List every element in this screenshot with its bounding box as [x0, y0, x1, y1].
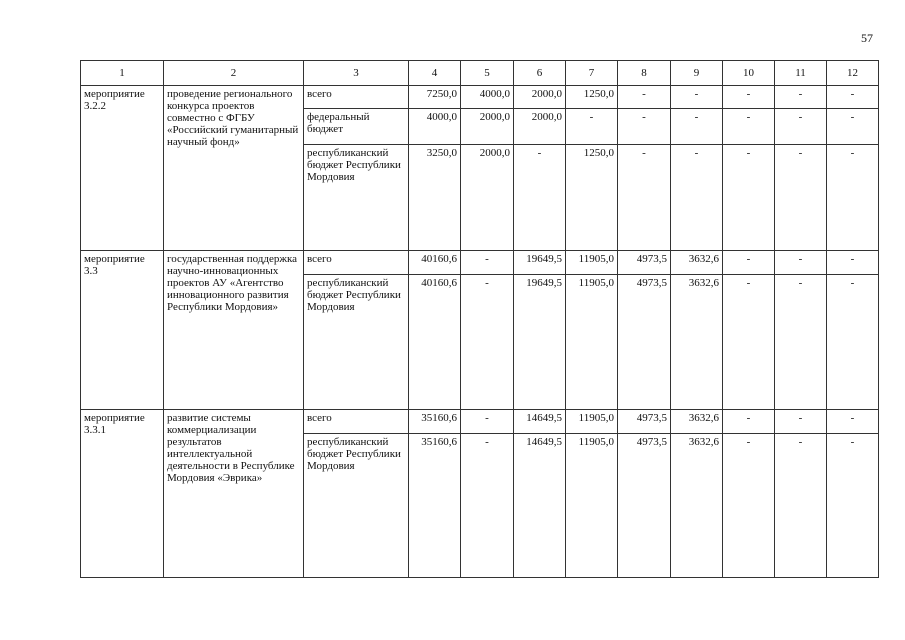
value-cell: - — [775, 145, 827, 251]
value-cell: 3632,6 — [671, 434, 723, 578]
column-header: 10 — [723, 61, 775, 86]
value-cell: - — [775, 109, 827, 145]
table-row — [81, 86, 879, 109]
column-header: 4 — [409, 61, 461, 86]
value-cell: - — [514, 145, 566, 251]
column-header: 2 — [164, 61, 304, 86]
value-cell: - — [827, 275, 879, 410]
value-cell: 11905,0 — [566, 251, 618, 275]
funding-source: республиканский бюджет Республики Мордовия — [304, 145, 409, 251]
value-cell: 2000,0 — [514, 86, 566, 109]
value-cell: - — [827, 434, 879, 578]
budget-table — [80, 60, 879, 578]
value-cell: - — [827, 86, 879, 109]
value-cell: 2000,0 — [461, 109, 514, 145]
value-cell: - — [461, 275, 514, 410]
table-row — [81, 251, 879, 275]
value-cell: 40160,6 — [409, 251, 461, 275]
column-header: 7 — [566, 61, 618, 86]
measure-code: мероприятие 3.3.1 — [81, 410, 164, 578]
value-cell: - — [461, 251, 514, 275]
measure-name: государственная поддержка научно-инновационных проектов АУ «Агентство инновационного развития Республики Мордовия» — [164, 251, 304, 410]
value-cell: 1250,0 — [566, 145, 618, 251]
column-header: 9 — [671, 61, 723, 86]
value-cell: - — [566, 109, 618, 145]
measure-name: развитие системы коммерциализации результатов интеллектуальной деятельности в Республике Мордовия «Эврика» — [164, 410, 304, 578]
value-cell: - — [723, 145, 775, 251]
value-cell: 11905,0 — [566, 275, 618, 410]
value-cell: - — [775, 275, 827, 410]
value-cell: - — [723, 410, 775, 434]
measure-code: мероприятие 3.2.2 — [81, 86, 164, 251]
measure-code: мероприятие 3.3 — [81, 251, 164, 410]
column-header: 11 — [775, 61, 827, 86]
value-cell: 40160,6 — [409, 275, 461, 410]
value-cell: - — [775, 434, 827, 578]
value-cell: 4973,5 — [618, 275, 671, 410]
measure-name: проведение регионального конкурса проектов совместно с ФГБУ «Российский гуманитарный научный фонд» — [164, 86, 304, 251]
value-cell: 19649,5 — [514, 251, 566, 275]
value-cell: - — [671, 109, 723, 145]
value-cell: 11905,0 — [566, 410, 618, 434]
value-cell: - — [827, 145, 879, 251]
value-cell: 14649,5 — [514, 410, 566, 434]
value-cell: - — [775, 251, 827, 275]
value-cell: 2000,0 — [461, 145, 514, 251]
column-header: 8 — [618, 61, 671, 86]
value-cell: 2000,0 — [514, 109, 566, 145]
value-cell: 3250,0 — [409, 145, 461, 251]
column-header: 5 — [461, 61, 514, 86]
funding-source: всего — [304, 86, 409, 109]
funding-source: федеральный бюджет — [304, 109, 409, 145]
funding-source: республиканский бюджет Республики Мордовия — [304, 434, 409, 578]
value-cell: - — [723, 434, 775, 578]
funding-source: всего — [304, 251, 409, 275]
value-cell: - — [618, 109, 671, 145]
value-cell: 4973,5 — [618, 434, 671, 578]
value-cell: - — [671, 86, 723, 109]
value-cell: 35160,6 — [409, 410, 461, 434]
value-cell: - — [723, 109, 775, 145]
value-cell: 1250,0 — [566, 86, 618, 109]
value-cell: - — [827, 109, 879, 145]
value-cell: 14649,5 — [514, 434, 566, 578]
value-cell: - — [618, 86, 671, 109]
value-cell: 4973,5 — [618, 251, 671, 275]
value-cell: 19649,5 — [514, 275, 566, 410]
value-cell: - — [723, 251, 775, 275]
value-cell: 4000,0 — [409, 109, 461, 145]
value-cell: - — [775, 86, 827, 109]
column-header: 1 — [81, 61, 164, 86]
funding-source: всего — [304, 410, 409, 434]
table-row — [81, 410, 879, 434]
value-cell: - — [671, 145, 723, 251]
value-cell: 4000,0 — [461, 86, 514, 109]
value-cell: 3632,6 — [671, 410, 723, 434]
table-header-row — [81, 61, 879, 86]
value-cell: - — [618, 145, 671, 251]
value-cell: - — [461, 410, 514, 434]
column-header: 12 — [827, 61, 879, 86]
value-cell: - — [723, 86, 775, 109]
funding-source: республиканский бюджет Республики Мордовия — [304, 275, 409, 410]
value-cell: 7250,0 — [409, 86, 461, 109]
value-cell: - — [461, 434, 514, 578]
value-cell: 4973,5 — [618, 410, 671, 434]
value-cell: - — [723, 275, 775, 410]
value-cell: 35160,6 — [409, 434, 461, 578]
page-number: 57 — [861, 31, 873, 45]
column-header: 6 — [514, 61, 566, 86]
column-header: 3 — [304, 61, 409, 86]
value-cell: - — [775, 410, 827, 434]
value-cell: 3632,6 — [671, 251, 723, 275]
value-cell: - — [827, 251, 879, 275]
value-cell: 11905,0 — [566, 434, 618, 578]
value-cell: 3632,6 — [671, 275, 723, 410]
value-cell: - — [827, 410, 879, 434]
